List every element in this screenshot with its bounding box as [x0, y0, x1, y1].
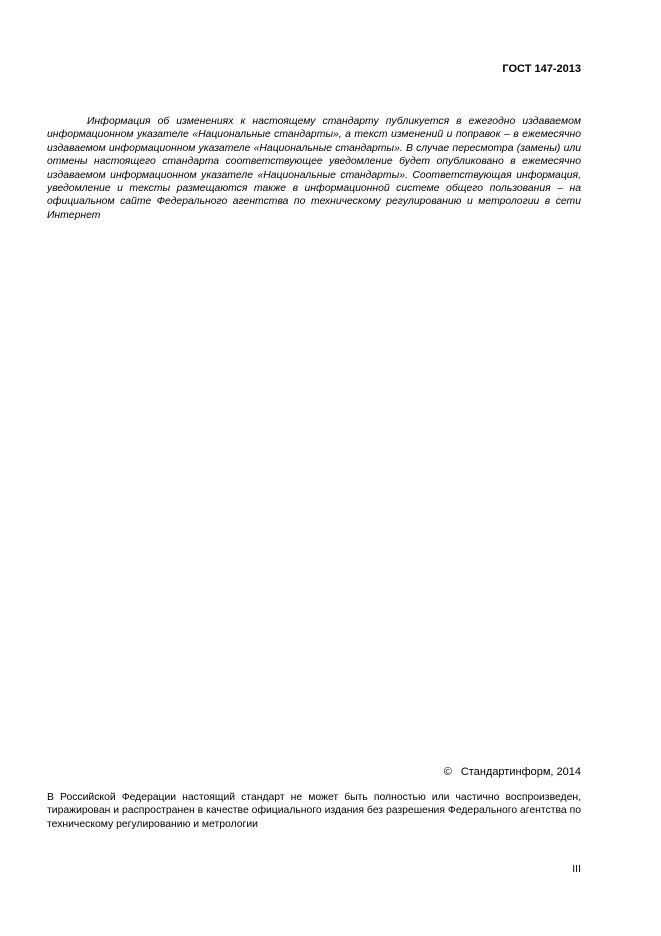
page-number: III [572, 863, 581, 875]
copyright-line [444, 766, 581, 778]
copyright-symbol: © [443, 766, 452, 778]
copyright-holder: Стандартинформ, 2014 [460, 766, 581, 778]
standard-code: ГОСТ 147-2013 [502, 63, 581, 75]
reproduction-notice: В Российской Федерации настоящий стандарт не может быть полностью или частично воспроизведен, тиражирован и распространен в качестве официального издания без разрешения Федерального агентства по техническому регулированию и метрологии [47, 792, 581, 830]
amendments-notice: Информация об изменениях к настоящему стандарту публикуется в ежегодно издаваемом информационном указателе «Национальные стандарты», а текст изменений и поправок – в ежемесячно издаваемом информационном указателе «Национальные стандарты». В случае пересмотра (замены) или отмены настоящего стандарта соответствующее уведомление будет опубликовано в ежемесячно издаваемом информационном указателе «Национальные стандарты». Соответствующая информация, уведомление и тексты размещаются также в информационной системе общего пользования – на официальном сайте Федерального агентства по техническому регулированию и метрологии в сети Интернет [47, 116, 581, 221]
